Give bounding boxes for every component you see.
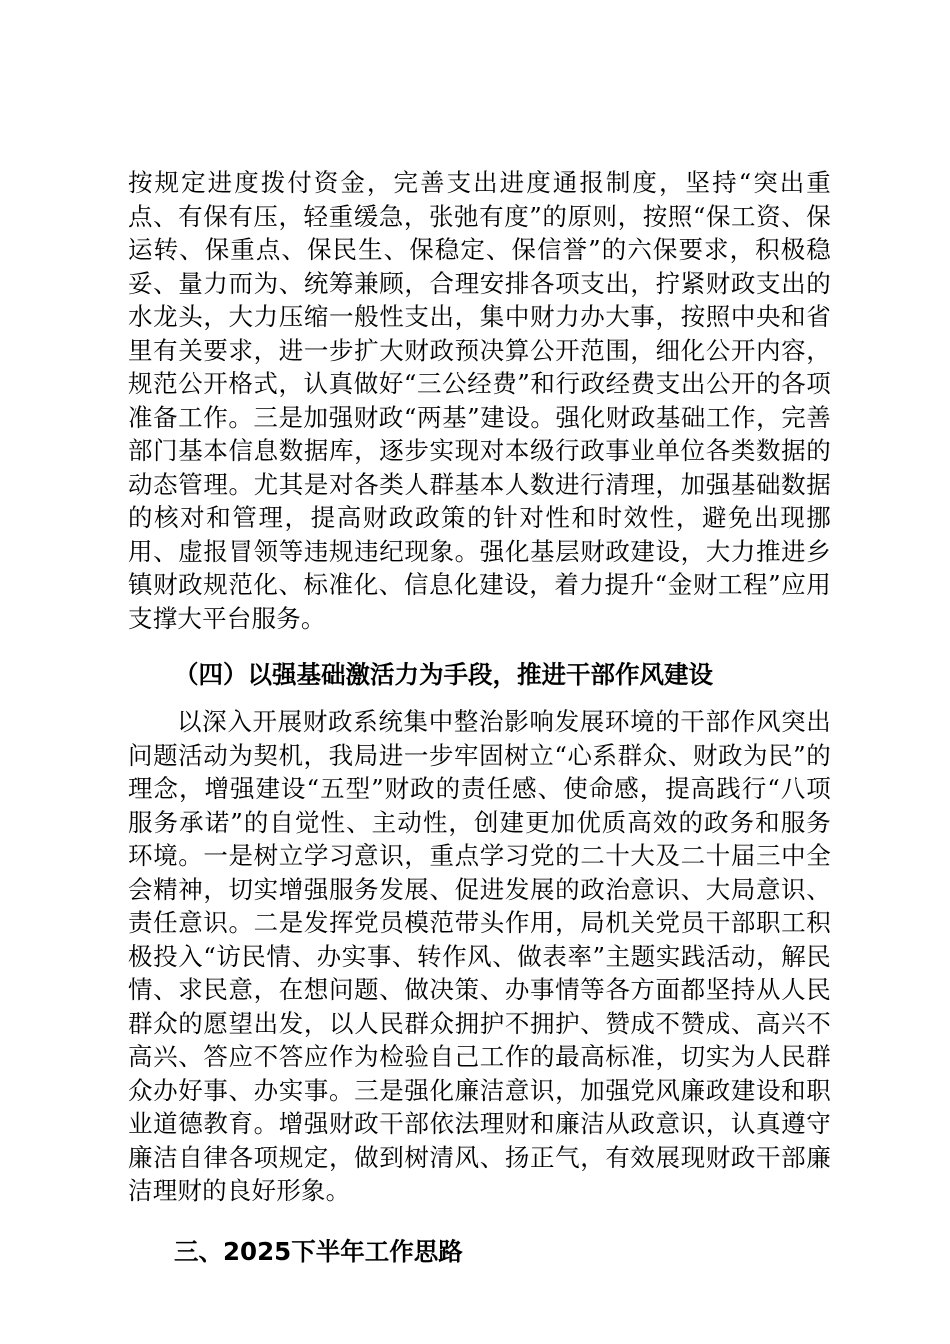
body-paragraph-cadre-style: 以深入开展财政系统集中整治影响发展环境的干部作风突出问题活动为契机，我局进一步牢固树立“心系群众、财政为民”的理念，增强建设“五型”财政的责任感、使命感，提高践行“八项服务承诺”的自觉性、主动性，创建更加优质高效的政务和服务环境。一是树立学习意识，重点学习党的二十大及二十届三中全会精神，切实增强服务发展、促进发展的政治意识、大局意识、责任意识。二是发挥党员模范带头作用，局机关党员干部职工积极投入“访民情、办实事、转作风、做表率”主题实践活动，解民情、求民意，在想问题、做决策、办事情等各方面都坚持从人民群众的愿望出发，以人民群众拥护不拥护、赞成不赞成、高兴不高兴、答应不答应作为检验自己工作的最高标准，切实为人民群众办好事、办实事。三是强化廉洁意识，加强党风廉政建设和职业道德教育。增强财政干部依法理财和廉洁从政意识，认真遵守廉洁自律各项规定，做到树清风、扬正气，有效展现财政干部廉洁理财的良好形象。 <box>128 707 831 1205</box>
subsection-heading-4: （四）以强基础激活力为手段，推进干部作风建设 <box>174 660 713 689</box>
section-heading-3: 三、2025下半年工作思路 <box>174 1236 463 1266</box>
body-paragraph-continued: 按规定进度拨付资金，完善支出进度通报制度，坚持“突出重点、有保有压，轻重缓急，张弛有度”的原则，按照“保工资、保运转、保重点、保民生、保稳定、保信誉”的六保要求，积极稳妥、量力而为、统筹兼顾，合理安排各项支出，拧紧财政支出的水龙头，大力压缩一般性支出，集中财力办大事，按照中央和省里有关要求，进一步扩大财政预决算公开范围，细化公开内容，规范公开格式，认真做好“三公经费”和行政经费支出公开的各项准备工作。三是加强财政“两基”建设。强化财政基础工作，完善部门基本信息数据库，逐步实现对本级行政事业单位各类数据的动态管理。尤其是对各类人群基本人数进行清理，加强基础数据的核对和管理，提高财政政策的针对性和时效性，避免出现挪用、虚报冒领等违规违纪现象。强化基层财政建设，大力推进乡镇财政规范化、标准化、信息化建设，着力提升“金财工程”应用支撑大平台服务。 <box>128 168 831 633</box>
document-page <box>128 166 831 1282</box>
